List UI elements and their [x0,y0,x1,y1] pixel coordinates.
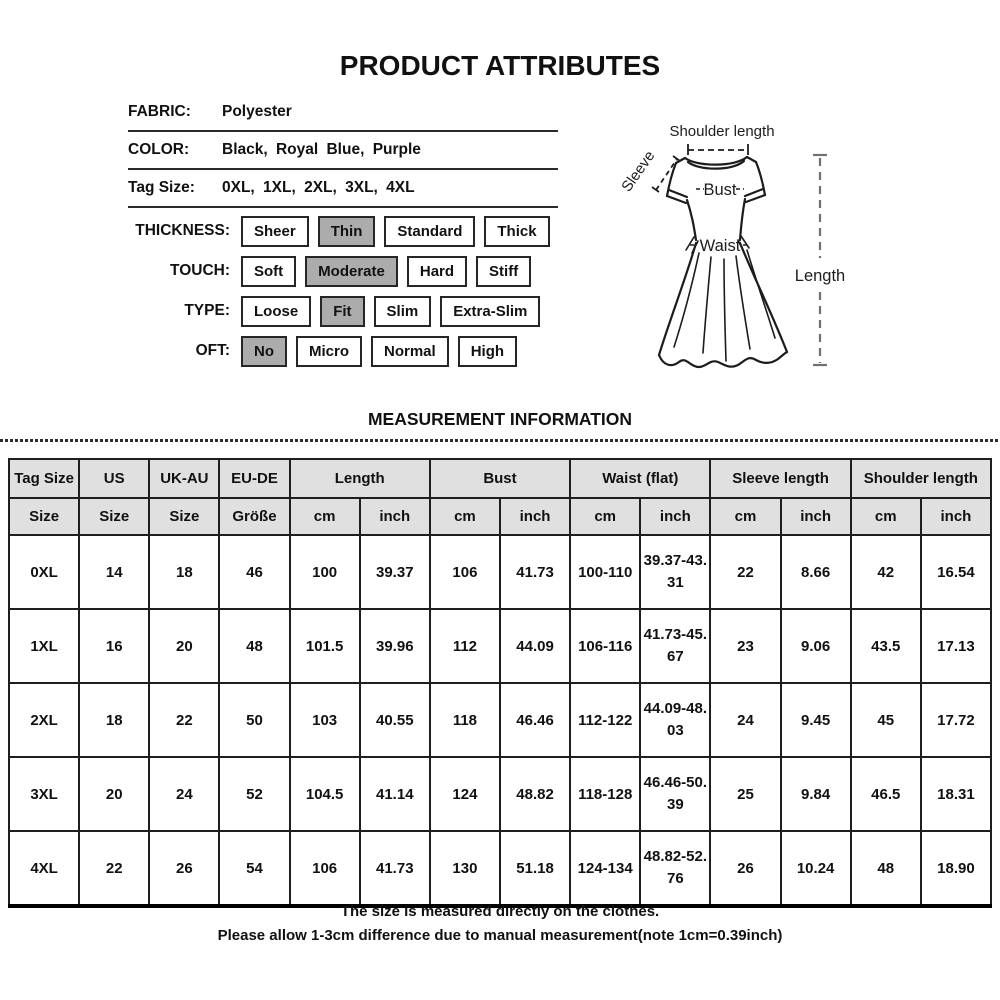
table-cell: 52 [219,757,289,831]
thickness-option-thick[interactable]: Thick [484,216,549,247]
table-cell: 22 [79,831,149,906]
table-cell: 50 [219,683,289,757]
subheader-groesse: Größe [219,498,289,535]
thickness-option-thin[interactable]: Thin [318,216,376,247]
thickness-row [128,211,559,251]
table-cell: 9.45 [781,683,851,757]
subheader-cm: cm [570,498,640,535]
table-cell: 41.73 [360,831,430,906]
table-cell: 3XL [9,757,79,831]
waist-label: Waist [699,237,741,255]
page-title: PRODUCT ATTRIBUTES [339,50,661,81]
size-row-3xl [9,757,991,831]
thickness-label: THICKNESS: [135,222,230,239]
table-cell: 118-128 [570,757,640,831]
table-cell: 54 [219,831,289,906]
table-cell: 46.5 [851,757,921,831]
subheader-size: Size [9,498,79,535]
table-cell: 112-122 [570,683,640,757]
table-cell: 20 [149,609,219,683]
table-cell: 48 [851,831,921,906]
subheader-size: Size [149,498,219,535]
table-cell: 22 [149,683,219,757]
table-cell: 48 [219,609,289,683]
table-cell: 9.06 [781,609,851,683]
size-row-0xl [9,535,991,609]
table-cell: 103 [290,683,360,757]
thickness-option-sheer[interactable]: Sheer [241,216,309,247]
table-cell: 44.09 [500,609,570,683]
size-table [8,458,992,908]
table-cell: 22 [710,535,780,609]
table-cell: 18.90 [921,831,991,906]
oft-option-no[interactable]: No [241,336,287,367]
tag-size-label: Tag Size: [128,179,195,196]
oft-row [128,331,559,371]
table-cell: 16.54 [921,535,991,609]
touch-option-stiff[interactable]: Stiff [476,256,531,287]
header-eu-de: EU-DE [219,459,289,498]
touch-row [128,251,559,291]
table-cell: 4XL [9,831,79,906]
oft-option-high[interactable]: High [458,336,517,367]
type-row [128,291,559,331]
shoulder-measure-line [688,144,748,155]
table-cell: 41.14 [360,757,430,831]
subheader-cm: cm [851,498,921,535]
table-cell: 26 [710,831,780,906]
header-tag-size: Tag Size [9,459,79,498]
fabric-row [128,94,558,132]
subheader-cm: cm [430,498,500,535]
touch-option-moderate[interactable]: Moderate [305,256,398,287]
table-cell: 18.31 [921,757,991,831]
color-row [128,132,558,170]
dotted-divider [0,439,1000,442]
table-cell: 106-116 [570,609,640,683]
table-cell: 130 [430,831,500,906]
table-cell: 104.5 [290,757,360,831]
header-shoulder-length: Shoulder length [851,459,991,498]
table-cell: 18 [79,683,149,757]
table-cell: 20 [79,757,149,831]
type-option-extra-slim[interactable]: Extra-Slim [440,296,540,327]
table-cell: 8.66 [781,535,851,609]
table-cell: 48.82-52.76 [640,831,710,906]
size-row-1xl [9,609,991,683]
table-header-row-2 [9,498,991,535]
table-cell: 39.37 [360,535,430,609]
note-measured-on-clothes: The size is measured directly on the clothes. [340,903,660,920]
table-cell: 39.96 [360,609,430,683]
table-cell: 23 [710,609,780,683]
table-cell: 106 [290,831,360,906]
size-row-4xl [9,831,991,906]
color-value: Black, Royal Blue, Purple [222,141,421,158]
sleeve-label: Sleeve [618,147,659,196]
table-cell: 43.5 [851,609,921,683]
header-us: US [79,459,149,498]
table-header-row-1 [9,459,991,498]
table-cell: 48.82 [500,757,570,831]
table-cell: 100-110 [570,535,640,609]
table-cell: 100 [290,535,360,609]
subheader-inch: inch [921,498,991,535]
attribute-option-list [128,211,559,371]
tag-size-value: 0XL, 1XL, 2XL, 3XL, 4XL [222,179,415,196]
subheader-cm: cm [710,498,780,535]
header-length: Length [290,459,430,498]
table-cell: 41.73-45.67 [640,609,710,683]
table-cell: 45 [851,683,921,757]
table-cell: 39.37-43.31 [640,535,710,609]
oft-option-normal[interactable]: Normal [371,336,449,367]
header-bust: Bust [430,459,570,498]
table-cell: 44.09-48.03 [640,683,710,757]
tag-size-row [128,170,558,208]
sleeve-measure-line [652,156,680,192]
type-option-fit[interactable]: Fit [320,296,364,327]
footer-notes [0,903,1000,944]
table-cell: 46.46-50.39 [640,757,710,831]
table-cell: 42 [851,535,921,609]
table-cell: 51.18 [500,831,570,906]
table-cell: 24 [149,757,219,831]
table-cell: 124-134 [570,831,640,906]
table-cell: 24 [710,683,780,757]
touch-option-hard[interactable]: Hard [407,256,467,287]
size-row-2xl [9,683,991,757]
thickness-option-standard[interactable]: Standard [384,216,475,247]
attribute-info-list [128,94,558,208]
subheader-inch: inch [781,498,851,535]
bust-label: Bust [703,181,737,199]
oft-option-micro[interactable]: Micro [296,336,362,367]
table-cell: 26 [149,831,219,906]
type-option-loose[interactable]: Loose [241,296,311,327]
color-label: COLOR: [128,141,190,158]
table-cell: 9.84 [781,757,851,831]
subheader-cm: cm [290,498,360,535]
header-sleeve-length: Sleeve length [710,459,850,498]
table-cell: 40.55 [360,683,430,757]
table-cell: 17.13 [921,609,991,683]
touch-label: TOUCH: [170,262,230,279]
table-cell: 14 [79,535,149,609]
header-waist-flat: Waist (flat) [570,459,710,498]
table-cell: 124 [430,757,500,831]
shoulder-length-label: Shoulder length [669,123,775,140]
note-measurement-tolerance: Please allow 1-3cm difference due to manual measurement(note 1cm=0.39inch) [217,927,783,944]
fabric-value: Polyester [222,103,292,120]
header-uk-au: UK-AU [149,459,219,498]
table-cell: 18 [149,535,219,609]
table-cell: 46 [219,535,289,609]
measurement-section-title: MEASUREMENT INFORMATION [367,409,633,429]
subheader-inch: inch [500,498,570,535]
table-cell: 41.73 [500,535,570,609]
type-label: TYPE: [184,302,230,319]
table-cell: 25 [710,757,780,831]
table-cell: 106 [430,535,500,609]
dress-measurement-diagram [600,105,880,385]
length-measure-line [813,155,827,365]
subheader-inch: inch [640,498,710,535]
table-cell: 16 [79,609,149,683]
subheader-size: Size [79,498,149,535]
table-cell: 112 [430,609,500,683]
type-option-slim[interactable]: Slim [374,296,432,327]
table-cell: 2XL [9,683,79,757]
length-label: Length [794,267,846,285]
table-cell: 46.46 [500,683,570,757]
table-cell: 10.24 [781,831,851,906]
table-cell: 1XL [9,609,79,683]
fabric-label: FABRIC: [128,103,191,120]
table-cell: 0XL [9,535,79,609]
oft-label: OFT: [195,342,230,359]
table-cell: 17.72 [921,683,991,757]
touch-option-soft[interactable]: Soft [241,256,296,287]
table-cell: 118 [430,683,500,757]
table-cell: 101.5 [290,609,360,683]
subheader-inch: inch [360,498,430,535]
